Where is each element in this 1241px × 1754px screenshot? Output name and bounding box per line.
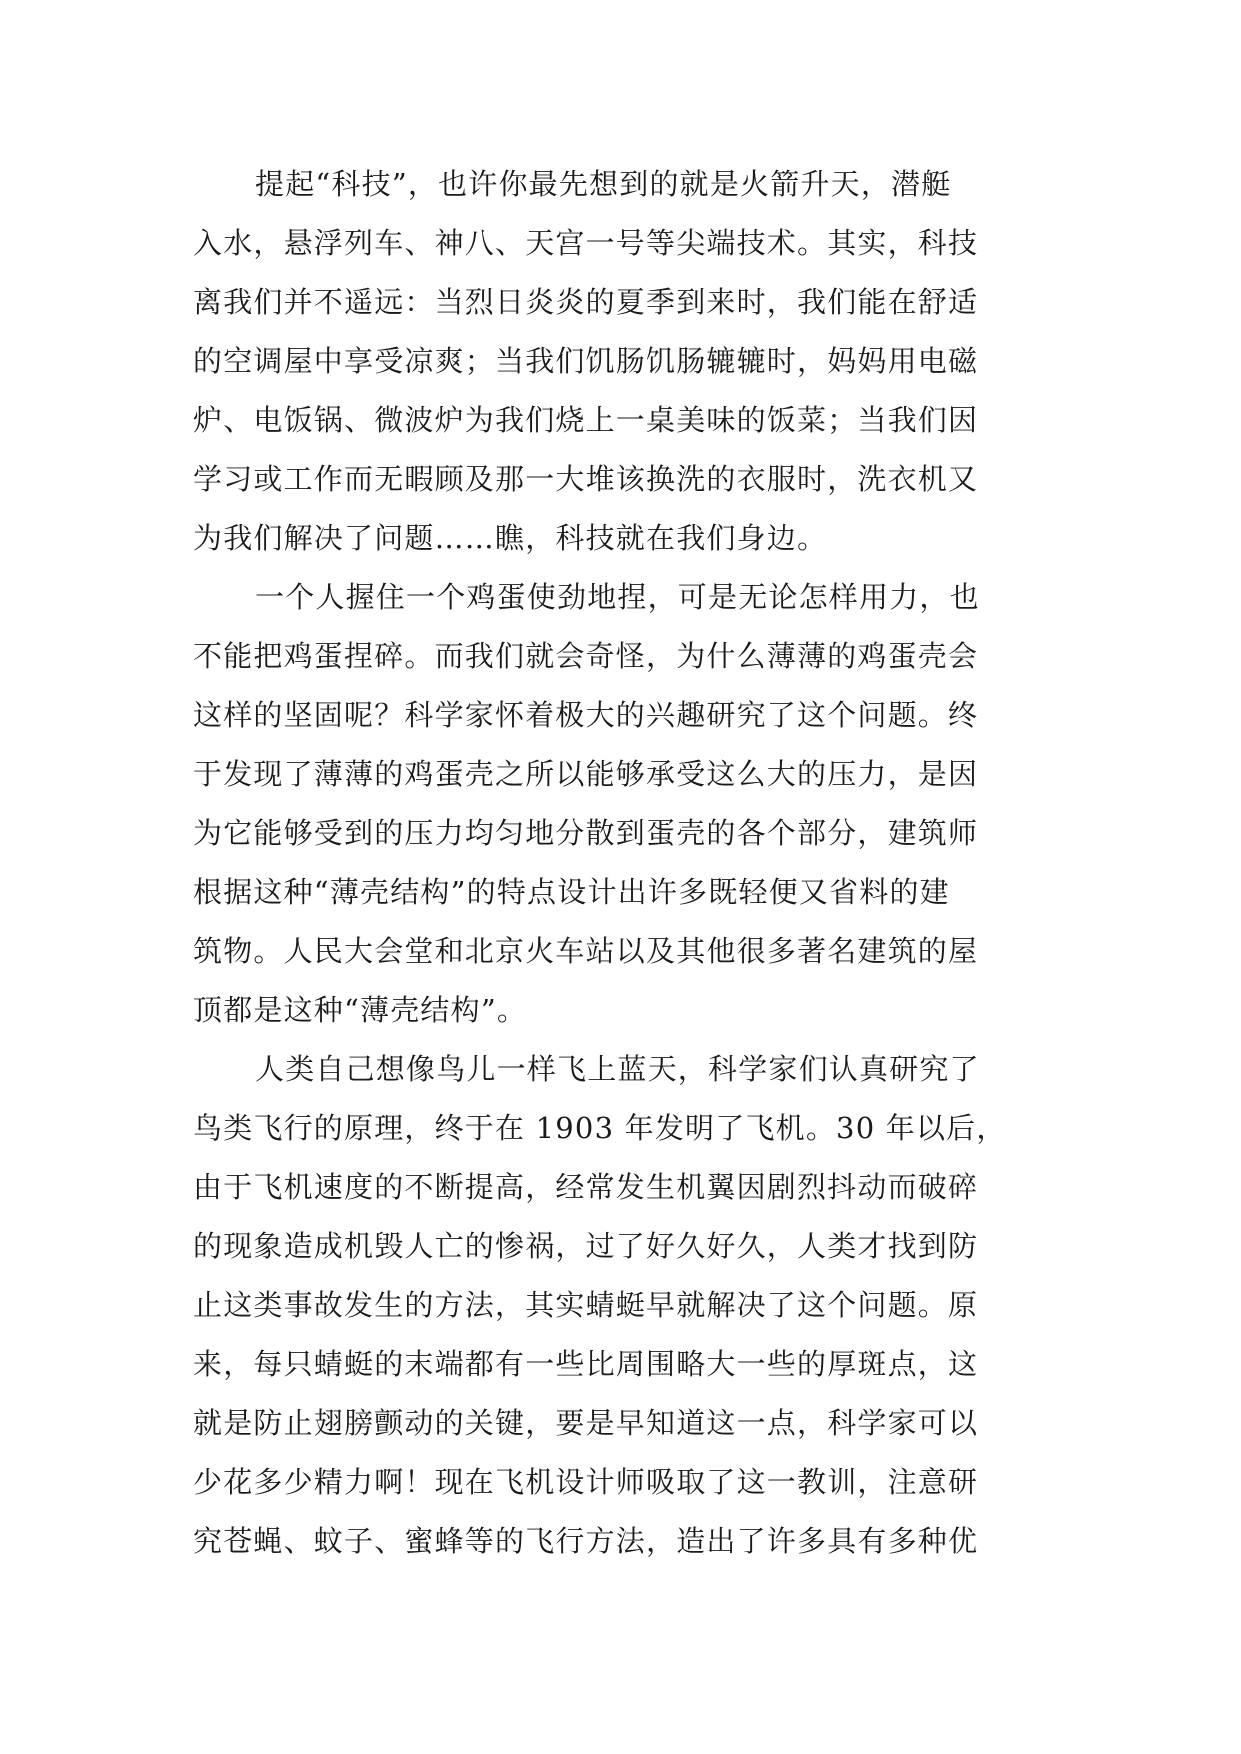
text-line: 鸟类飞行的原理，终于在 1903 年发明了飞机。30 年以后， xyxy=(193,1111,1007,1145)
text-line: 一个人握住一个鸡蛋使劲地捏，可是无论怎样用力，也 xyxy=(255,580,980,614)
text-line: 学习或工作而无暇顾及那一大堆该换洗的衣服时，洗衣机又 xyxy=(193,462,979,496)
text-line: 于发现了薄薄的鸡蛋壳之所以能够承受这么大的压力，是因 xyxy=(193,757,979,791)
text-line: 由于飞机速度的不断提高，经常发生机翼因剧烈抖动而破碎 xyxy=(193,1170,979,1204)
document-body xyxy=(193,155,1063,1571)
text-line: 为它能够受到的压力均匀地分散到蛋壳的各个部分，建筑师 xyxy=(193,816,979,850)
text-line: 究苍蝇、蚊子、蜜蜂等的飞行方法，造出了许多具有多种优 xyxy=(193,1524,979,1558)
text-line: 筑物。人民大会堂和北京火车站以及其他很多著名建筑的屋 xyxy=(193,934,979,968)
text-line: 人类自己想像鸟儿一样飞上蓝天，科学家们认真研究了 xyxy=(255,1052,980,1086)
text-line: 提起“科技”，也许你最先想到的就是火箭升天，潜艇 xyxy=(255,167,952,201)
text-line: 顶都是这种“薄壳结构”。 xyxy=(193,993,528,1027)
text-line: 止这类事故发生的方法，其实蜻蜓早就解决了这个问题。原 xyxy=(193,1288,979,1322)
paragraph-1 xyxy=(193,155,1063,568)
text-line: 的现象造成机毁人亡的惨祸，过了好久好久，人类才找到防 xyxy=(193,1229,979,1263)
paragraph-3 xyxy=(193,1040,1063,1571)
text-line: 为我们解决了问题……瞧，科技就在我们身边。 xyxy=(193,521,828,555)
text-line: 入水，悬浮列车、神八、天宫一号等尖端技术。其实，科技 xyxy=(193,226,979,260)
text-line: 少花多少精力啊！现在飞机设计师吸取了这一教训，注意研 xyxy=(193,1465,979,1499)
text-line: 来，每只蜻蜓的末端都有一些比周围略大一些的厚斑点，这 xyxy=(193,1347,979,1381)
text-line: 这样的坚固呢？科学家怀着极大的兴趣研究了这个问题。终 xyxy=(193,698,979,732)
text-line: 根据这种“薄壳结构”的特点设计出许多既轻便又省料的建 xyxy=(193,875,950,909)
text-line: 离我们并不遥远：当烈日炎炎的夏季到来时，我们能在舒适 xyxy=(193,285,979,319)
text-line: 就是防止翅膀颤动的关键，要是早知道这一点，科学家可以 xyxy=(193,1406,979,1440)
text-line: 炉、电饭锅、微波炉为我们烧上一桌美味的饭菜；当我们因 xyxy=(193,403,979,437)
text-line: 的空调屋中享受凉爽；当我们饥肠饥肠辘辘时，妈妈用电磁 xyxy=(193,344,979,378)
text-line: 不能把鸡蛋捏碎。而我们就会奇怪，为什么薄薄的鸡蛋壳会 xyxy=(193,639,979,673)
paragraph-2 xyxy=(193,568,1063,1040)
